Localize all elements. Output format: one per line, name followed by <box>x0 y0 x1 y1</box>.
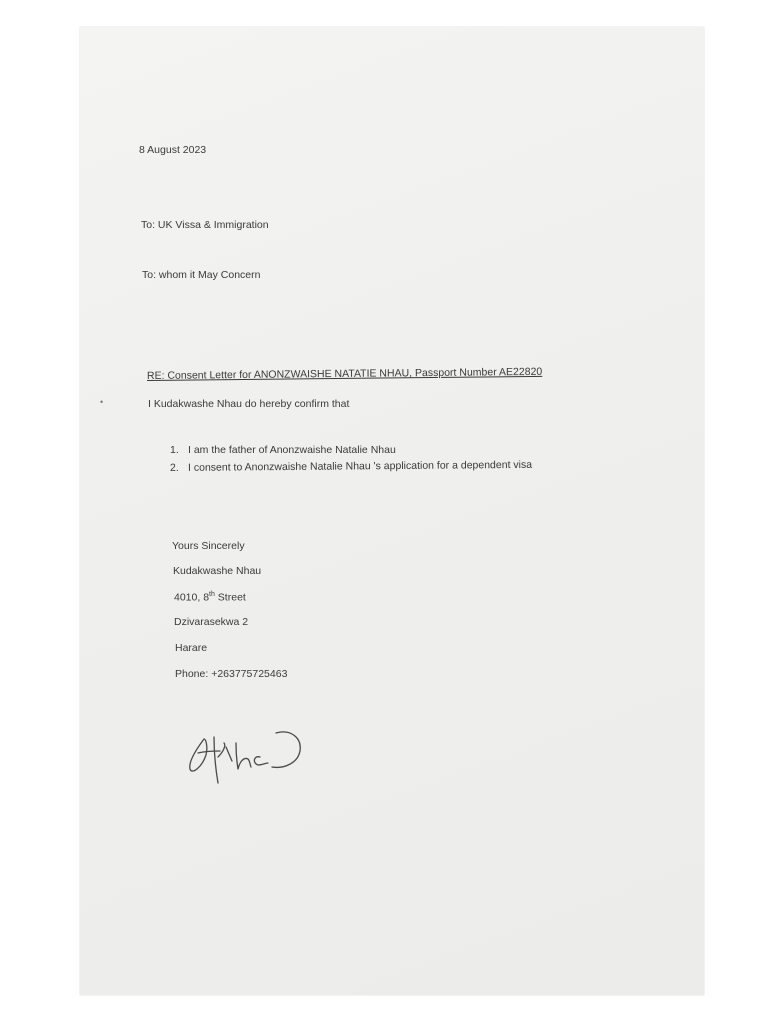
closing-line: Yours Sincerely <box>172 540 245 552</box>
list-number: 2. <box>169 461 179 474</box>
subject-line: RE: Consent Letter for ANONZWAISHE NATATIE NHAU, Passport Number AE22820 <box>146 365 543 382</box>
salutation-line: To: whom it May Concern <box>142 269 261 281</box>
sender-address <box>174 591 246 603</box>
list-item <box>170 445 532 456</box>
address-number: 4010, 8 <box>174 591 210 604</box>
sender-name: Kudakwashe Nhau <box>173 565 262 577</box>
confirmation-list <box>170 445 532 480</box>
handwritten-signature <box>180 717 310 797</box>
list-text: I consent to Anonzwaishe Natalie Nhau 's application for a dependent visa <box>187 458 533 474</box>
letter-date: 8 August 2023 <box>139 144 207 156</box>
letter-page <box>80 27 704 995</box>
list-item <box>170 459 532 473</box>
recipient-line: To: UK Vissa & Immigration <box>141 219 269 231</box>
sender-phone: Phone: +263775725463 <box>175 668 288 680</box>
sender-city: Harare <box>175 642 208 654</box>
address-superscript: th <box>209 591 215 598</box>
scan-speck: • <box>100 397 104 407</box>
list-text: I am the father of Anonzwaishe Natalie Nhau <box>188 444 396 456</box>
sender-suburb: Dzivarasekwa 2 <box>174 616 249 628</box>
intro-line: I Kudakwashe Nhau do hereby confirm that <box>148 398 350 410</box>
list-number: 1. <box>170 444 179 456</box>
address-street: Street <box>214 591 246 604</box>
